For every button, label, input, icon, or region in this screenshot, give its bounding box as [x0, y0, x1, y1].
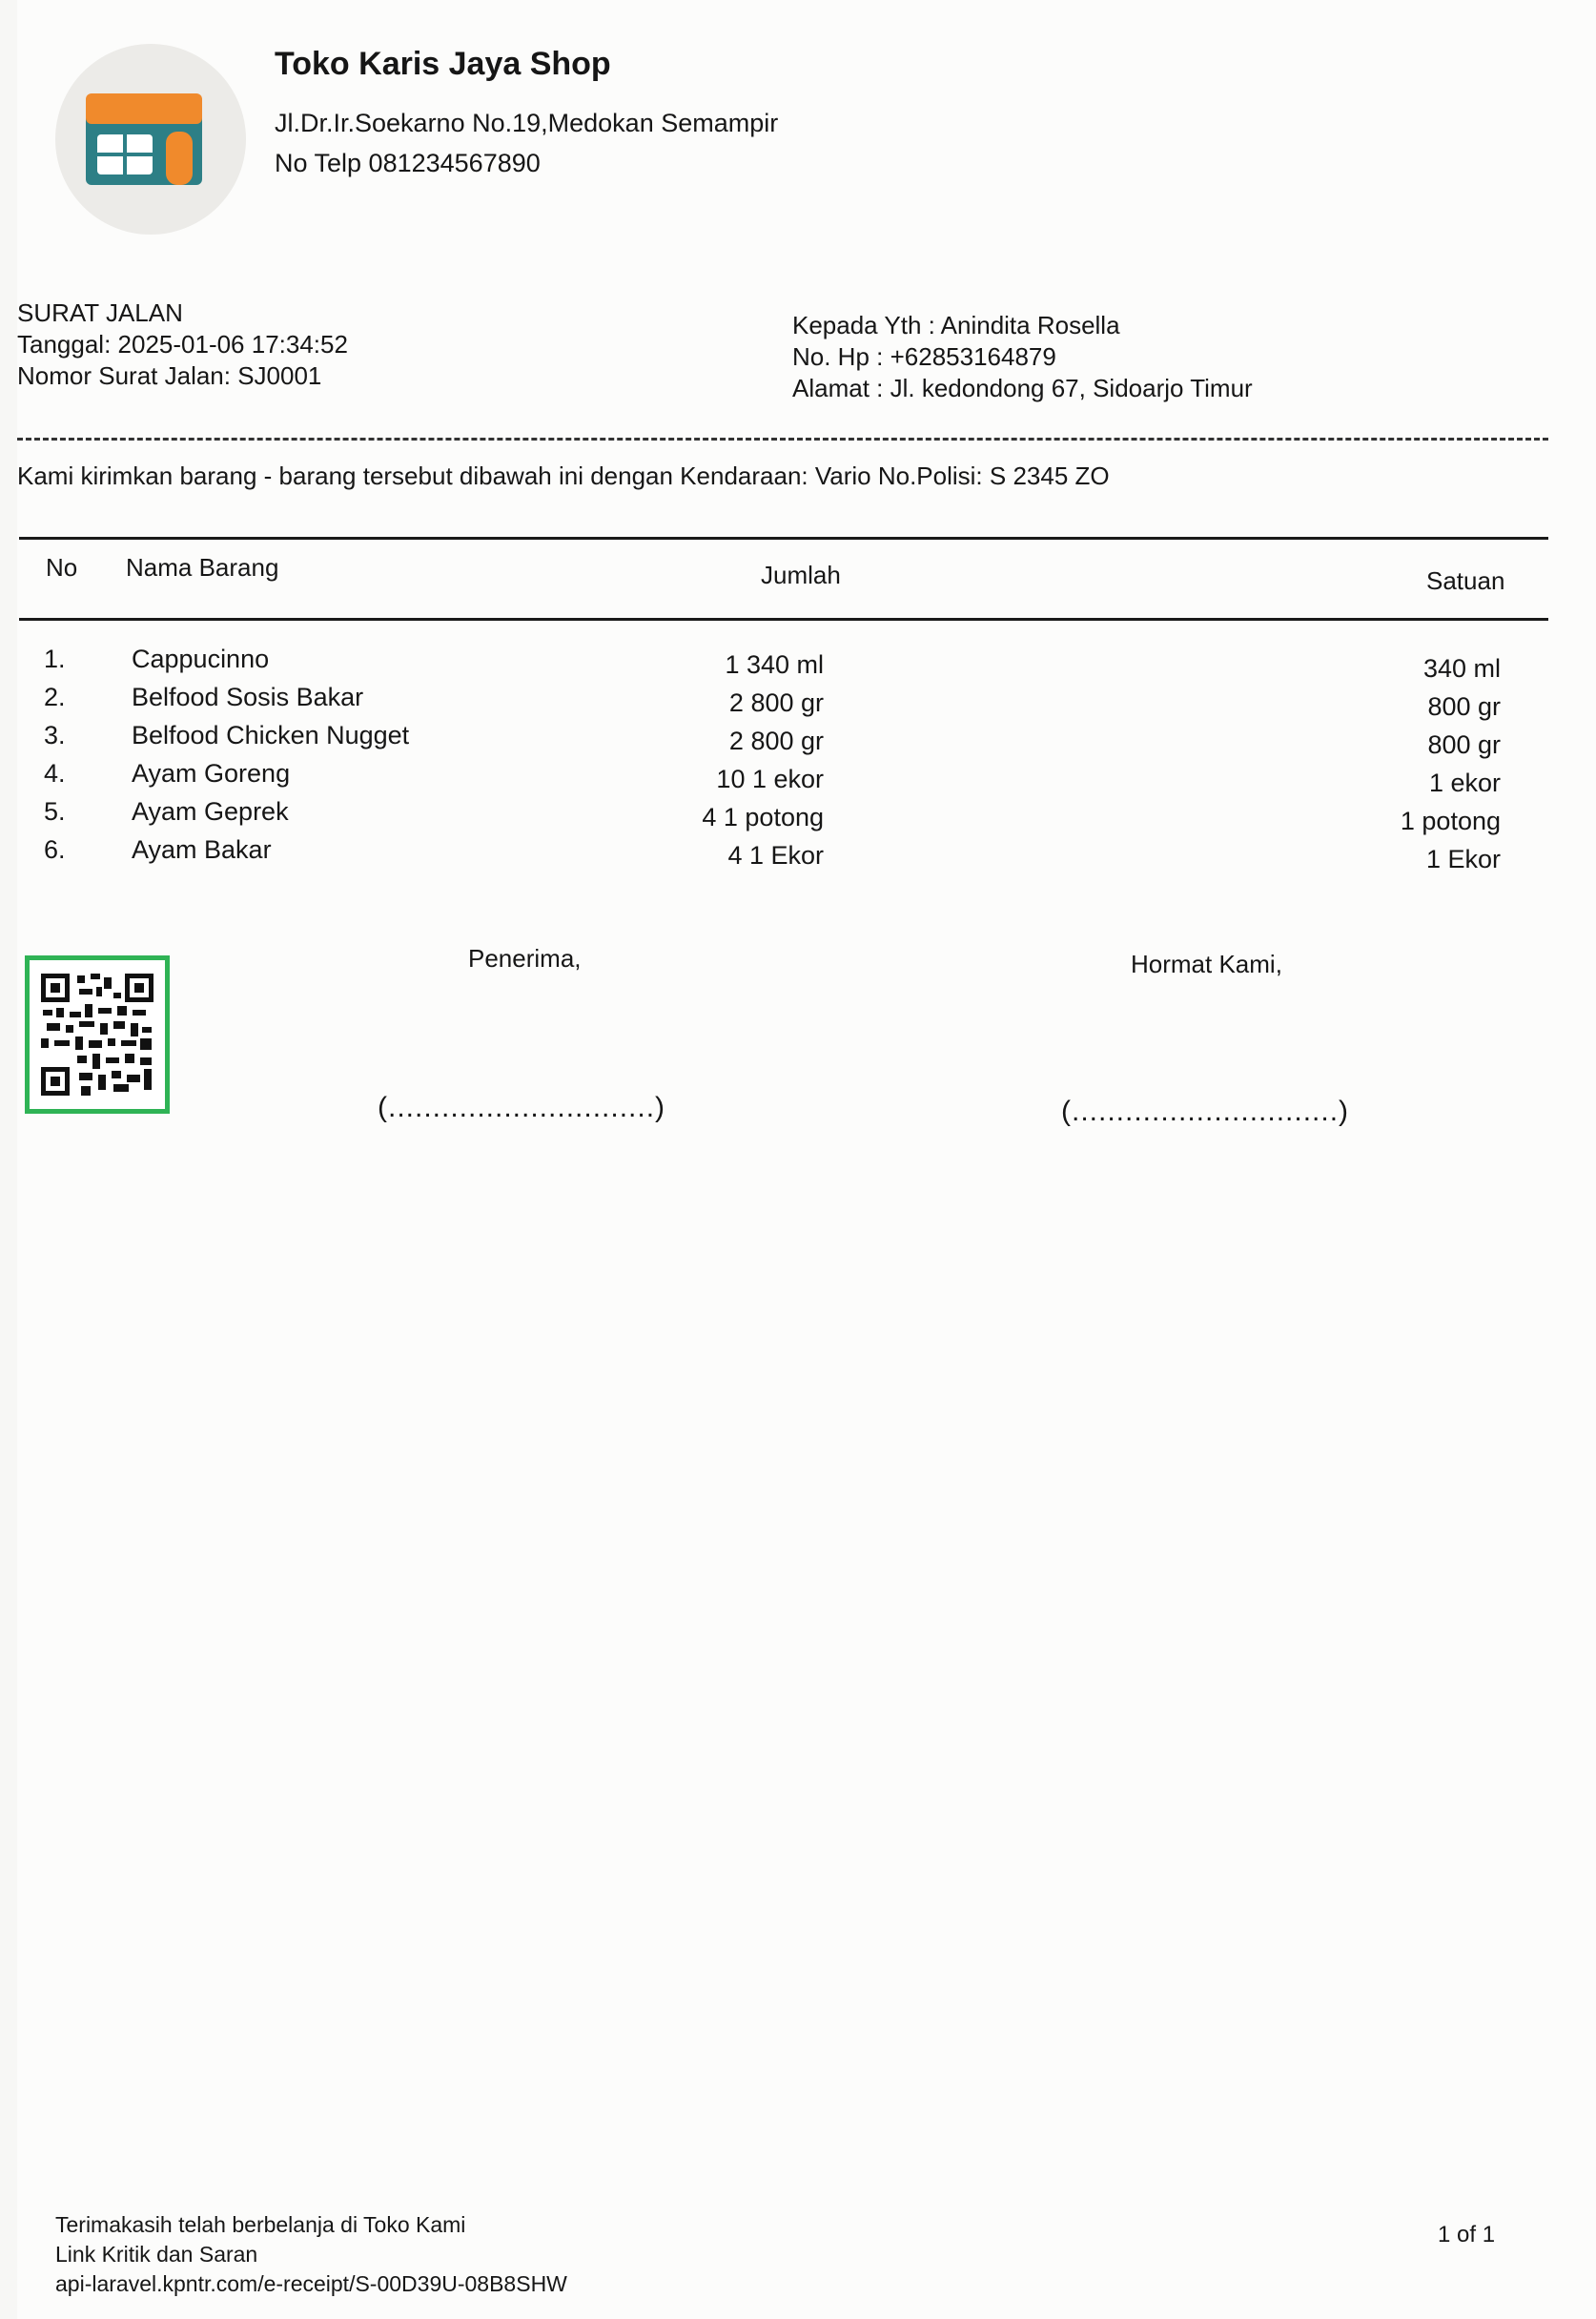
qr-code [25, 955, 170, 1114]
table-header-rule [19, 618, 1548, 621]
header-no: No [46, 553, 78, 582]
footer-url: api-laravel.kpntr.com/e-receipt/S-00D39U-08B8SHW [55, 2271, 567, 2296]
delivery-intro: Kami kirimkan barang - barang tersebut dibawah ini dengan Kendaraan: Vario No.Polisi: S 2345 ZO [17, 462, 1110, 490]
row-name: Belfood Sosis Bakar [132, 683, 364, 711]
document-page [17, 0, 1596, 2319]
shop-address: Jl.Dr.Ir.Soekarno No.19,Medokan Semampir [275, 109, 779, 137]
row-qty: 2 800 gr [728, 688, 824, 717]
row-name: Ayam Bakar [132, 835, 272, 864]
document-number: Nomor Surat Jalan: SJ0001 [17, 361, 322, 390]
sender-signature-line: (..............................) [1061, 1096, 1350, 1127]
row-no: 6. [44, 835, 66, 864]
document-meta [17, 298, 348, 392]
footer-feedback: Link Kritik dan Saran [55, 2242, 258, 2267]
table-top-rule [19, 537, 1548, 540]
document-title: SURAT JALAN [17, 298, 183, 327]
row-qty: 10 1 ekor [716, 765, 824, 793]
row-unit: 800 gr [1427, 730, 1501, 759]
row-unit: 1 Ekor [1425, 845, 1501, 873]
footer-thanks: Terimakasih telah berbelanja di Toko Kami [55, 2212, 466, 2237]
row-name: Ayam Geprek [132, 797, 289, 826]
shop-phone: No Telp 081234567890 [275, 149, 541, 177]
shop-logo [55, 44, 246, 235]
row-qty: 2 800 gr [728, 727, 824, 755]
recipient-name: Kepada Yth : Anindita Rosella [792, 311, 1120, 339]
table-row [17, 721, 1548, 759]
row-unit: 340 ml [1422, 654, 1501, 683]
row-qty: 1 340 ml [725, 650, 824, 679]
row-name: Belfood Chicken Nugget [132, 721, 410, 749]
table-row [17, 835, 1548, 873]
document-date: Tanggal: 2025-01-06 17:34:52 [17, 330, 348, 359]
table-row [17, 759, 1548, 797]
row-no: 4. [44, 759, 66, 788]
row-unit: 1 potong [1400, 807, 1501, 835]
row-unit: 800 gr [1427, 692, 1501, 721]
row-name: Cappucinno [132, 645, 270, 673]
header-name: Nama Barang [126, 553, 279, 582]
row-unit: 1 ekor [1428, 769, 1501, 797]
dashed-divider [17, 438, 1548, 441]
page-number: 1 of 1 [1438, 2222, 1496, 2247]
row-qty: 4 1 potong [702, 803, 824, 831]
row-name: Ayam Goreng [132, 759, 291, 788]
qr-code-icon [41, 974, 153, 1096]
store-icon [55, 44, 246, 235]
shop-name: Toko Karis Jaya Shop [275, 46, 611, 82]
row-no: 1. [44, 645, 66, 673]
recipient-phone: No. Hp : +62853164879 [792, 342, 1056, 371]
row-no: 2. [44, 683, 66, 711]
table-row [17, 645, 1548, 683]
recipient-address: Alamat : Jl. kedondong 67, Sidoarjo Timur [792, 374, 1253, 402]
footer [55, 2210, 567, 2299]
table-row [17, 683, 1548, 721]
table-row [17, 797, 1548, 835]
receiver-label: Penerima, [468, 944, 582, 973]
sender-label: Hormat Kami, [1131, 950, 1282, 978]
header-qty: Jumlah [761, 561, 841, 589]
row-no: 5. [44, 797, 66, 826]
header-unit: Satuan [1426, 566, 1505, 595]
recipient-info [792, 310, 1253, 404]
row-no: 3. [44, 721, 66, 749]
row-qty: 4 1 Ekor [727, 841, 824, 870]
receiver-signature-line: (..............................) [378, 1092, 666, 1123]
